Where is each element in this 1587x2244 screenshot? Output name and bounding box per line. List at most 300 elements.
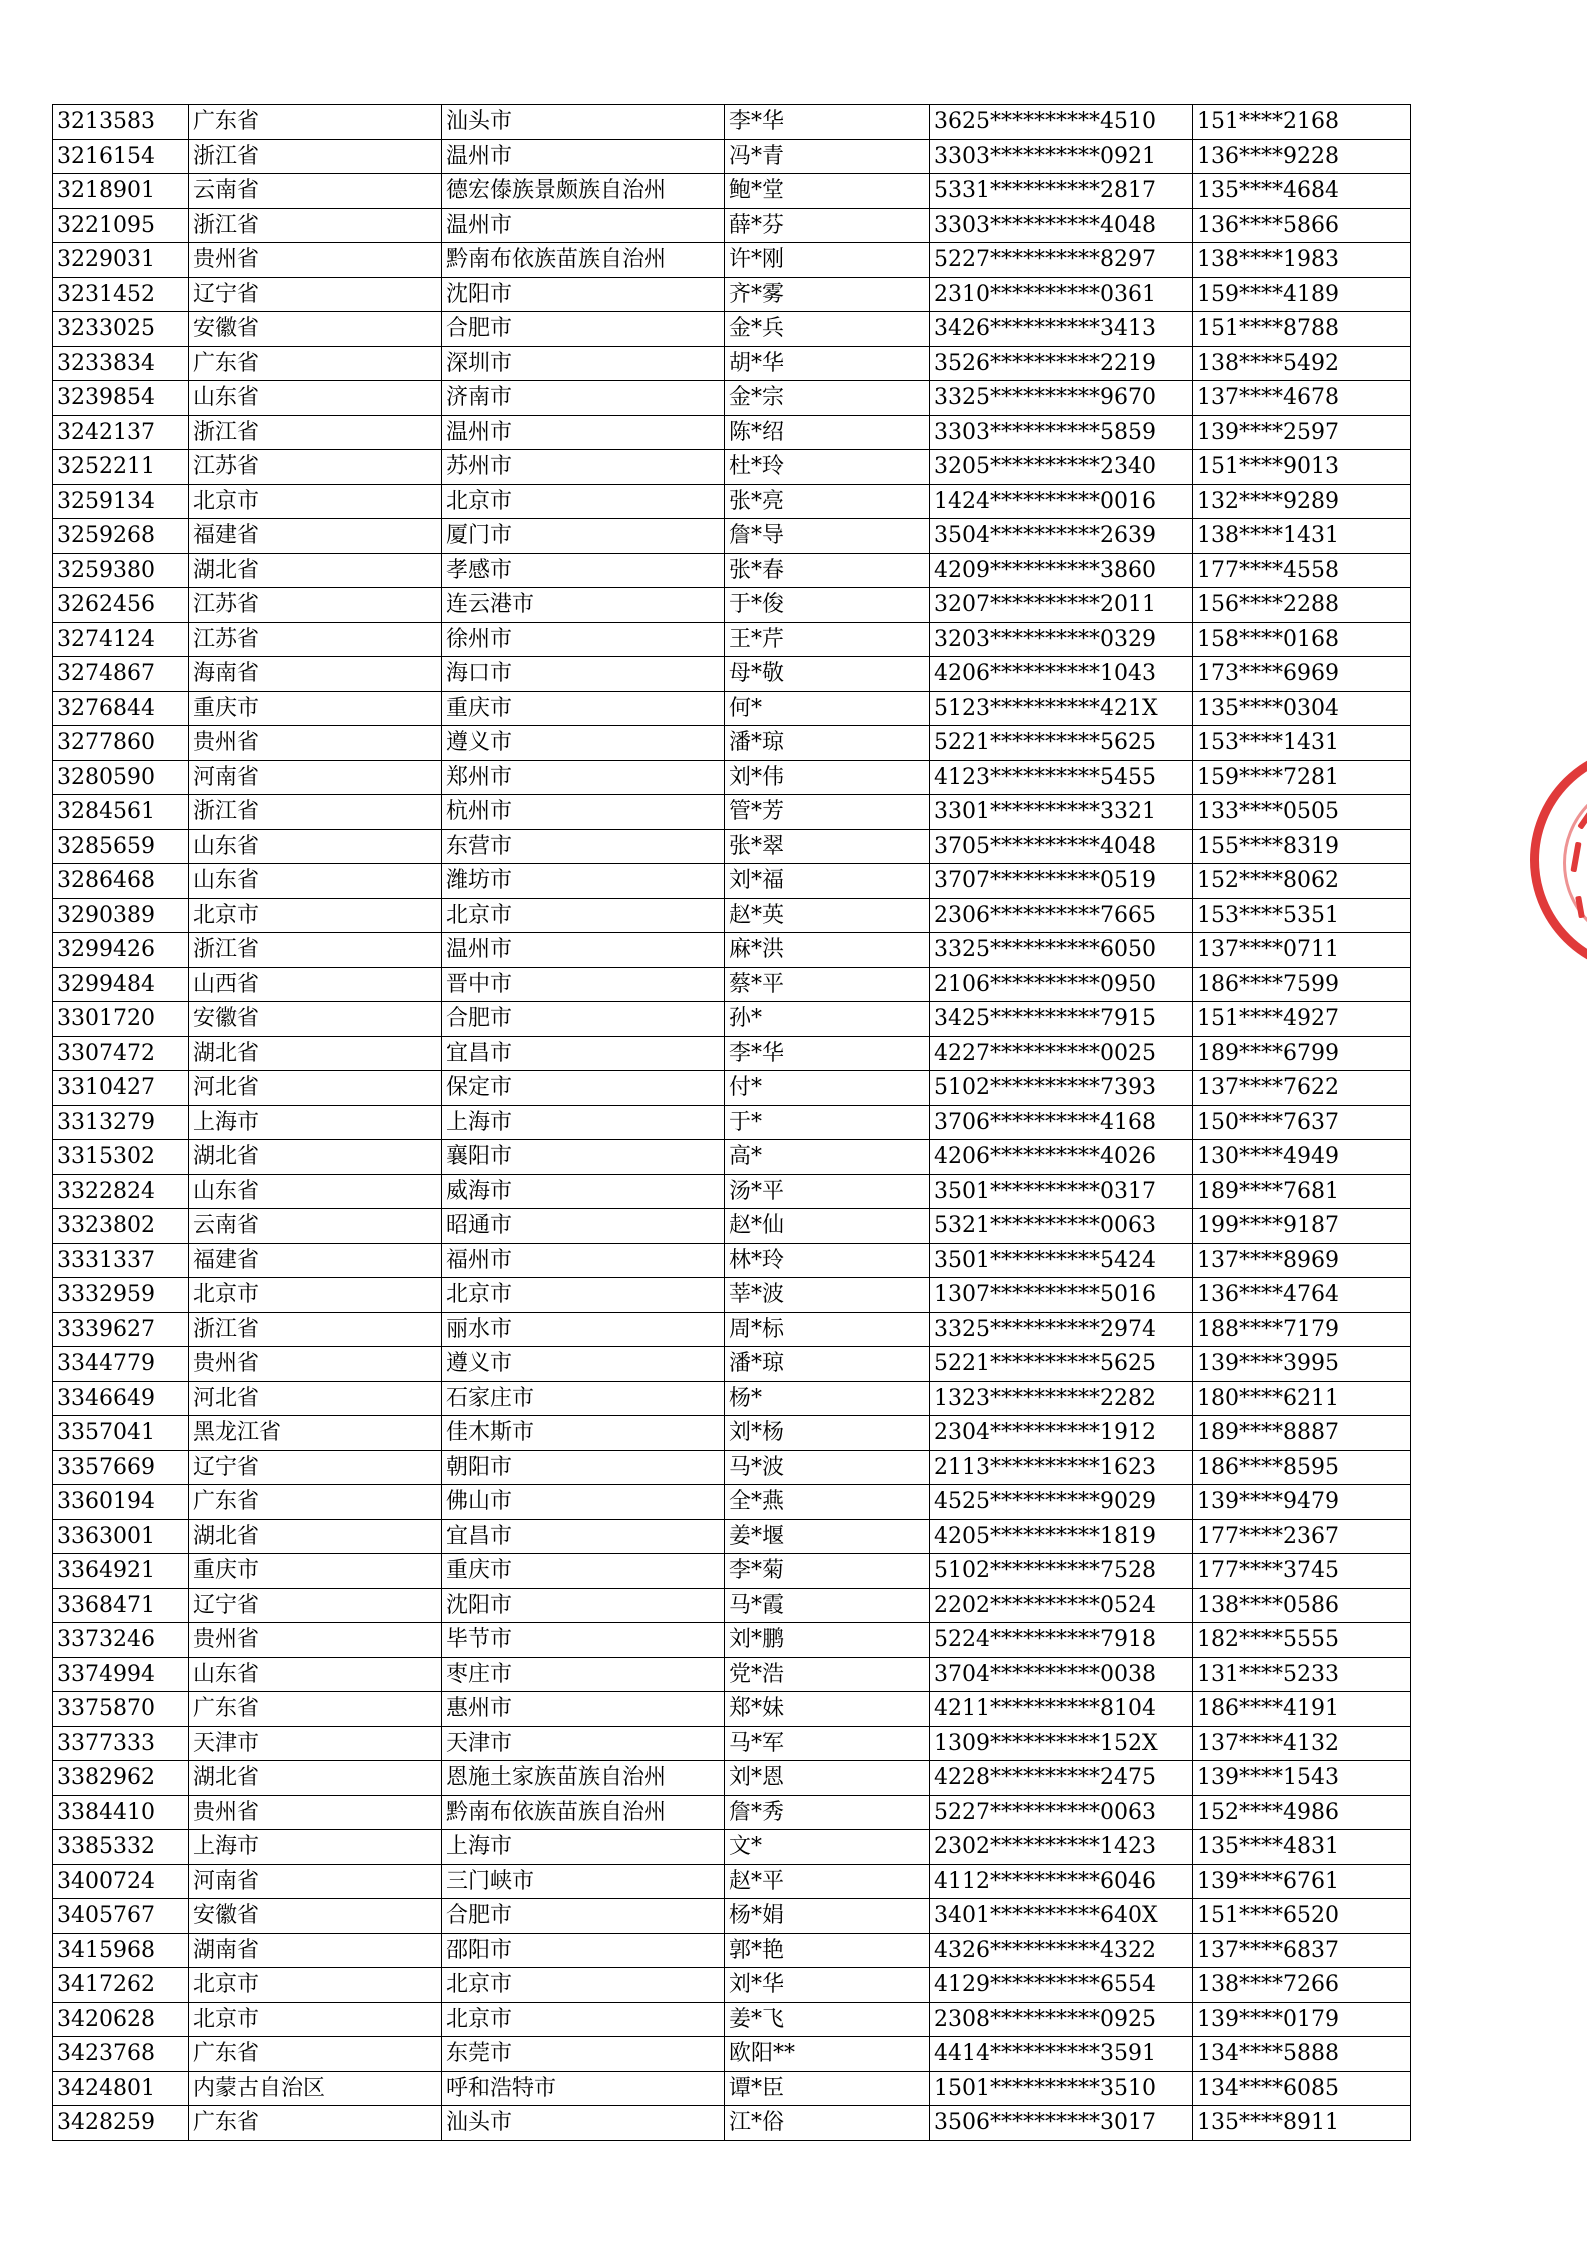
province-cell: 天津市 <box>189 1726 442 1761</box>
city-cell: 连云港市 <box>442 588 725 623</box>
city-cell: 枣庄市 <box>442 1657 725 1692</box>
city-cell: 济南市 <box>442 381 725 416</box>
phone-cell: 177****4558 <box>1193 553 1411 588</box>
table-row <box>53 1864 1411 1899</box>
table-row <box>53 484 1411 519</box>
record-id-cell: 3377333 <box>53 1726 189 1761</box>
table-row <box>53 312 1411 347</box>
name-cell: 鲍*堂 <box>725 174 930 209</box>
city-cell: 保定市 <box>442 1071 725 1106</box>
city-cell: 重庆市 <box>442 1554 725 1589</box>
id-number-cell: 4129**********6554 <box>930 1968 1193 2003</box>
province-cell: 湖北省 <box>189 1761 442 1796</box>
province-cell: 江苏省 <box>189 622 442 657</box>
city-cell: 沈阳市 <box>442 1588 725 1623</box>
province-cell: 山东省 <box>189 381 442 416</box>
id-number-cell: 5227**********8297 <box>930 243 1193 278</box>
city-cell: 合肥市 <box>442 1002 725 1037</box>
table-row <box>53 2106 1411 2141</box>
phone-cell: 137****4678 <box>1193 381 1411 416</box>
phone-cell: 139****1543 <box>1193 1761 1411 1796</box>
phone-cell: 136****9228 <box>1193 139 1411 174</box>
table-row <box>53 1968 1411 2003</box>
province-cell: 广东省 <box>189 105 442 140</box>
name-cell: 姜*堰 <box>725 1519 930 1554</box>
city-cell: 遵义市 <box>442 1347 725 1382</box>
phone-cell: 138****1431 <box>1193 519 1411 554</box>
city-cell: 威海市 <box>442 1174 725 1209</box>
phone-cell: 138****7266 <box>1193 1968 1411 2003</box>
province-cell: 云南省 <box>189 1209 442 1244</box>
name-cell: 张*翠 <box>725 829 930 864</box>
phone-cell: 177****3745 <box>1193 1554 1411 1589</box>
phone-cell: 132****9289 <box>1193 484 1411 519</box>
id-number-cell: 4206**********1043 <box>930 657 1193 692</box>
table-row <box>53 1485 1411 1520</box>
province-cell: 湖南省 <box>189 1933 442 1968</box>
table-row <box>53 1795 1411 1830</box>
name-cell: 汤*平 <box>725 1174 930 1209</box>
table-row <box>53 933 1411 968</box>
record-id-cell: 3368471 <box>53 1588 189 1623</box>
record-id-cell: 3259380 <box>53 553 189 588</box>
name-cell: 赵*仙 <box>725 1209 930 1244</box>
record-id-cell: 3242137 <box>53 415 189 450</box>
province-cell: 浙江省 <box>189 208 442 243</box>
name-cell: 刘*福 <box>725 864 930 899</box>
table-row <box>53 1036 1411 1071</box>
table-row <box>53 1071 1411 1106</box>
phone-cell: 138****0586 <box>1193 1588 1411 1623</box>
phone-cell: 137****0711 <box>1193 933 1411 968</box>
province-cell: 重庆市 <box>189 1554 442 1589</box>
name-cell: 杨* <box>725 1381 930 1416</box>
city-cell: 黔南布依族苗族自治州 <box>442 243 725 278</box>
record-id-cell: 3423768 <box>53 2037 189 2072</box>
phone-cell: 138****5492 <box>1193 346 1411 381</box>
name-cell: 欧阳** <box>725 2037 930 2072</box>
city-cell: 三门峡市 <box>442 1864 725 1899</box>
table-row <box>53 1899 1411 1934</box>
table-row <box>53 622 1411 657</box>
name-cell: 何* <box>725 691 930 726</box>
name-cell: 郭*艳 <box>725 1933 930 1968</box>
id-number-cell: 4205**********1819 <box>930 1519 1193 1554</box>
city-cell: 昭通市 <box>442 1209 725 1244</box>
phone-cell: 138****1983 <box>1193 243 1411 278</box>
record-id-cell: 3307472 <box>53 1036 189 1071</box>
id-number-cell: 3325**********6050 <box>930 933 1193 968</box>
record-id-cell: 3231452 <box>53 277 189 312</box>
city-cell: 北京市 <box>442 1968 725 2003</box>
record-id-cell: 3405767 <box>53 1899 189 1934</box>
record-id-cell: 3310427 <box>53 1071 189 1106</box>
phone-cell: 182****5555 <box>1193 1623 1411 1658</box>
province-cell: 浙江省 <box>189 1312 442 1347</box>
city-cell: 徐州市 <box>442 622 725 657</box>
record-id-cell: 3290389 <box>53 898 189 933</box>
table-row <box>53 864 1411 899</box>
id-number-cell: 3426**********3413 <box>930 312 1193 347</box>
table-row <box>53 553 1411 588</box>
id-number-cell: 3501**********5424 <box>930 1243 1193 1278</box>
record-id-cell: 3424801 <box>53 2071 189 2106</box>
id-number-cell: 1424**********0016 <box>930 484 1193 519</box>
phone-cell: 159****7281 <box>1193 760 1411 795</box>
phone-cell: 152****4986 <box>1193 1795 1411 1830</box>
province-cell: 山东省 <box>189 1657 442 1692</box>
province-cell: 湖北省 <box>189 1036 442 1071</box>
table-row <box>53 346 1411 381</box>
table-row <box>53 1554 1411 1589</box>
phone-cell: 151****6520 <box>1193 1899 1411 1934</box>
phone-cell: 139****0179 <box>1193 2002 1411 2037</box>
province-cell: 湖北省 <box>189 1140 442 1175</box>
id-number-cell: 3205**********2340 <box>930 450 1193 485</box>
id-number-cell: 3203**********0329 <box>930 622 1193 657</box>
id-number-cell: 3303**********0921 <box>930 139 1193 174</box>
record-id-cell: 3274867 <box>53 657 189 692</box>
province-cell: 山东省 <box>189 864 442 899</box>
province-cell: 江苏省 <box>189 588 442 623</box>
name-cell: 于*俊 <box>725 588 930 623</box>
record-id-cell: 3221095 <box>53 208 189 243</box>
city-cell: 佛山市 <box>442 1485 725 1520</box>
phone-cell: 135****8911 <box>1193 2106 1411 2141</box>
name-cell: 齐*雾 <box>725 277 930 312</box>
table-row <box>53 1933 1411 1968</box>
city-cell: 毕节市 <box>442 1623 725 1658</box>
name-cell: 金*宗 <box>725 381 930 416</box>
record-id-cell: 3332959 <box>53 1278 189 1313</box>
record-id-cell: 3213583 <box>53 105 189 140</box>
province-cell: 福建省 <box>189 519 442 554</box>
table-row <box>53 1278 1411 1313</box>
record-id-cell: 3301720 <box>53 1002 189 1037</box>
phone-cell: 153****1431 <box>1193 726 1411 761</box>
table-row <box>53 967 1411 1002</box>
table-row <box>53 1209 1411 1244</box>
province-cell: 辽宁省 <box>189 1450 442 1485</box>
id-number-cell: 2202**********0524 <box>930 1588 1193 1623</box>
record-id-cell: 3286468 <box>53 864 189 899</box>
city-cell: 杭州市 <box>442 795 725 830</box>
name-cell: 刘*伟 <box>725 760 930 795</box>
phone-cell: 134****6085 <box>1193 2071 1411 2106</box>
phone-cell: 137****7622 <box>1193 1071 1411 1106</box>
city-cell: 天津市 <box>442 1726 725 1761</box>
id-number-cell: 1307**********5016 <box>930 1278 1193 1313</box>
phone-cell: 137****8969 <box>1193 1243 1411 1278</box>
phone-cell: 189****7681 <box>1193 1174 1411 1209</box>
city-cell: 石家庄市 <box>442 1381 725 1416</box>
id-number-cell: 4206**********4026 <box>930 1140 1193 1175</box>
id-number-cell: 3303**********4048 <box>930 208 1193 243</box>
province-cell: 辽宁省 <box>189 1588 442 1623</box>
record-id-cell: 3400724 <box>53 1864 189 1899</box>
phone-cell: 188****7179 <box>1193 1312 1411 1347</box>
phone-cell: 155****8319 <box>1193 829 1411 864</box>
id-number-cell: 4112**********6046 <box>930 1864 1193 1899</box>
name-cell: 蔡*平 <box>725 967 930 1002</box>
id-number-cell: 4525**********9029 <box>930 1485 1193 1520</box>
phone-cell: 159****4189 <box>1193 277 1411 312</box>
city-cell: 苏州市 <box>442 450 725 485</box>
table-row <box>53 1105 1411 1140</box>
record-id-cell: 3363001 <box>53 1519 189 1554</box>
province-cell: 北京市 <box>189 1968 442 2003</box>
name-cell: 姜*飞 <box>725 2002 930 2037</box>
table-row <box>53 1347 1411 1382</box>
table-row <box>53 1312 1411 1347</box>
name-cell: 许*刚 <box>725 243 930 278</box>
city-cell: 上海市 <box>442 1105 725 1140</box>
city-cell: 恩施土家族苗族自治州 <box>442 1761 725 1796</box>
record-id-cell: 3259134 <box>53 484 189 519</box>
name-cell: 刘*华 <box>725 1968 930 2003</box>
table-row <box>53 243 1411 278</box>
name-cell: 张*春 <box>725 553 930 588</box>
name-cell: 莘*波 <box>725 1278 930 1313</box>
id-number-cell: 2306**********7665 <box>930 898 1193 933</box>
phone-cell: 139****9479 <box>1193 1485 1411 1520</box>
id-number-cell: 3207**********2011 <box>930 588 1193 623</box>
phone-cell: 186****8595 <box>1193 1450 1411 1485</box>
id-number-cell: 3506**********3017 <box>930 2106 1193 2141</box>
province-cell: 广东省 <box>189 346 442 381</box>
name-cell: 孙* <box>725 1002 930 1037</box>
province-cell: 福建省 <box>189 1243 442 1278</box>
table-row <box>53 381 1411 416</box>
name-cell: 郑*妹 <box>725 1692 930 1727</box>
city-cell: 黔南布依族苗族自治州 <box>442 1795 725 1830</box>
name-cell: 杨*娟 <box>725 1899 930 1934</box>
name-cell: 马*霞 <box>725 1588 930 1623</box>
city-cell: 晋中市 <box>442 967 725 1002</box>
id-number-cell: 3625**********4510 <box>930 105 1193 140</box>
table-row <box>53 1761 1411 1796</box>
id-number-cell: 4209**********3860 <box>930 553 1193 588</box>
phone-cell: 136****5866 <box>1193 208 1411 243</box>
name-cell: 党*浩 <box>725 1657 930 1692</box>
name-cell: 刘*恩 <box>725 1761 930 1796</box>
city-cell: 深圳市 <box>442 346 725 381</box>
record-id-cell: 3274124 <box>53 622 189 657</box>
id-number-cell: 4414**********3591 <box>930 2037 1193 2072</box>
id-number-cell: 3705**********4048 <box>930 829 1193 864</box>
phone-cell: 135****0304 <box>1193 691 1411 726</box>
name-cell: 李*华 <box>725 105 930 140</box>
province-cell: 湖北省 <box>189 553 442 588</box>
id-number-cell: 5123**********421X <box>930 691 1193 726</box>
phone-cell: 135****4831 <box>1193 1830 1411 1865</box>
province-cell: 山西省 <box>189 967 442 1002</box>
province-cell: 山东省 <box>189 1174 442 1209</box>
province-cell: 广东省 <box>189 2106 442 2141</box>
phone-cell: 131****5233 <box>1193 1657 1411 1692</box>
province-cell: 河北省 <box>189 1071 442 1106</box>
name-cell: 张*亮 <box>725 484 930 519</box>
city-cell: 福州市 <box>442 1243 725 1278</box>
province-cell: 北京市 <box>189 484 442 519</box>
city-cell: 惠州市 <box>442 1692 725 1727</box>
table-row <box>53 105 1411 140</box>
phone-cell: 151****4927 <box>1193 1002 1411 1037</box>
phone-cell: 158****0168 <box>1193 622 1411 657</box>
record-id-cell: 3375870 <box>53 1692 189 1727</box>
province-cell: 黑龙江省 <box>189 1416 442 1451</box>
city-cell: 合肥市 <box>442 312 725 347</box>
city-cell: 呼和浩特市 <box>442 2071 725 2106</box>
record-id-cell: 3364921 <box>53 1554 189 1589</box>
table-row <box>53 1623 1411 1658</box>
phone-cell: 189****6799 <box>1193 1036 1411 1071</box>
city-cell: 朝阳市 <box>442 1450 725 1485</box>
city-cell: 厦门市 <box>442 519 725 554</box>
province-cell: 辽宁省 <box>189 277 442 312</box>
id-number-cell: 5102**********7393 <box>930 1071 1193 1106</box>
id-number-cell: 5227**********0063 <box>930 1795 1193 1830</box>
province-cell: 河南省 <box>189 1864 442 1899</box>
record-id-cell: 3382962 <box>53 1761 189 1796</box>
table-row <box>53 829 1411 864</box>
phone-cell: 136****4764 <box>1193 1278 1411 1313</box>
id-number-cell: 3504**********2639 <box>930 519 1193 554</box>
province-cell: 内蒙古自治区 <box>189 2071 442 2106</box>
name-cell: 杜*玲 <box>725 450 930 485</box>
record-id-cell: 3323802 <box>53 1209 189 1244</box>
province-cell: 浙江省 <box>189 933 442 968</box>
province-cell: 河南省 <box>189 760 442 795</box>
id-number-cell: 2310**********0361 <box>930 277 1193 312</box>
id-number-cell: 4227**********0025 <box>930 1036 1193 1071</box>
record-id-cell: 3233834 <box>53 346 189 381</box>
record-id-cell: 3385332 <box>53 1830 189 1865</box>
table-row <box>53 519 1411 554</box>
province-cell: 上海市 <box>189 1105 442 1140</box>
record-id-cell: 3285659 <box>53 829 189 864</box>
record-id-cell: 3299484 <box>53 967 189 1002</box>
table-row <box>53 415 1411 450</box>
city-cell: 海口市 <box>442 657 725 692</box>
table-row <box>53 1416 1411 1451</box>
province-cell: 安徽省 <box>189 1002 442 1037</box>
record-id-cell: 3344779 <box>53 1347 189 1382</box>
phone-cell: 152****8062 <box>1193 864 1411 899</box>
table-row <box>53 1588 1411 1623</box>
province-cell: 广东省 <box>189 1485 442 1520</box>
record-id-cell: 3280590 <box>53 760 189 795</box>
id-number-cell: 5102**********7528 <box>930 1554 1193 1589</box>
province-cell: 浙江省 <box>189 139 442 174</box>
record-id-cell: 3360194 <box>53 1485 189 1520</box>
record-id-cell: 3373246 <box>53 1623 189 1658</box>
id-number-cell: 1501**********3510 <box>930 2071 1193 2106</box>
table-row <box>53 450 1411 485</box>
table-row <box>53 1381 1411 1416</box>
province-cell: 北京市 <box>189 898 442 933</box>
city-cell: 温州市 <box>442 415 725 450</box>
id-number-cell: 4228**********2475 <box>930 1761 1193 1796</box>
name-cell: 李*菊 <box>725 1554 930 1589</box>
province-cell: 安徽省 <box>189 312 442 347</box>
phone-cell: 153****5351 <box>1193 898 1411 933</box>
name-cell: 林*玲 <box>725 1243 930 1278</box>
city-cell: 北京市 <box>442 2002 725 2037</box>
id-number-cell: 3401**********640X <box>930 1899 1193 1934</box>
table-row <box>53 588 1411 623</box>
city-cell: 温州市 <box>442 208 725 243</box>
city-cell: 宜昌市 <box>442 1519 725 1554</box>
province-cell: 北京市 <box>189 2002 442 2037</box>
table-row <box>53 2002 1411 2037</box>
phone-cell: 130****4949 <box>1193 1140 1411 1175</box>
name-cell: 金*兵 <box>725 312 930 347</box>
id-number-cell: 5321**********0063 <box>930 1209 1193 1244</box>
record-id-cell: 3346649 <box>53 1381 189 1416</box>
table-row <box>53 1450 1411 1485</box>
phone-cell: 150****7637 <box>1193 1105 1411 1140</box>
province-cell: 贵州省 <box>189 243 442 278</box>
id-number-cell: 3425**********7915 <box>930 1002 1193 1037</box>
phone-cell: 151****2168 <box>1193 105 1411 140</box>
name-cell: 母*敬 <box>725 657 930 692</box>
id-number-cell: 3704**********0038 <box>930 1657 1193 1692</box>
name-cell: 冯*青 <box>725 139 930 174</box>
province-cell: 江苏省 <box>189 450 442 485</box>
id-number-cell: 2106**********0950 <box>930 967 1193 1002</box>
table-row <box>53 691 1411 726</box>
record-id-cell: 3216154 <box>53 139 189 174</box>
id-number-cell: 1323**********2282 <box>930 1381 1193 1416</box>
phone-cell: 135****4684 <box>1193 174 1411 209</box>
city-cell: 重庆市 <box>442 691 725 726</box>
phone-cell: 177****2367 <box>1193 1519 1411 1554</box>
province-cell: 云南省 <box>189 174 442 209</box>
name-cell: 薛*芬 <box>725 208 930 243</box>
city-cell: 德宏傣族景颇族自治州 <box>442 174 725 209</box>
name-cell: 麻*洪 <box>725 933 930 968</box>
table-row <box>53 1174 1411 1209</box>
id-number-cell: 2113**********1623 <box>930 1450 1193 1485</box>
name-cell: 詹*导 <box>725 519 930 554</box>
city-cell: 襄阳市 <box>442 1140 725 1175</box>
table-row <box>53 1519 1411 1554</box>
city-cell: 温州市 <box>442 933 725 968</box>
city-cell: 合肥市 <box>442 1899 725 1934</box>
id-number-cell: 3303**********5859 <box>930 415 1193 450</box>
table-row <box>53 1830 1411 1865</box>
id-number-cell: 3325**********9670 <box>930 381 1193 416</box>
province-cell: 安徽省 <box>189 1899 442 1934</box>
phone-cell: 139****3995 <box>1193 1347 1411 1382</box>
phone-cell: 151****8788 <box>1193 312 1411 347</box>
province-cell: 重庆市 <box>189 691 442 726</box>
city-cell: 汕头市 <box>442 2106 725 2141</box>
name-cell: 文* <box>725 1830 930 1865</box>
name-cell: 于* <box>725 1105 930 1140</box>
name-cell: 马*波 <box>725 1450 930 1485</box>
name-cell: 管*芳 <box>725 795 930 830</box>
record-id-cell: 3239854 <box>53 381 189 416</box>
phone-cell: 186****4191 <box>1193 1692 1411 1727</box>
name-cell: 陈*绍 <box>725 415 930 450</box>
phone-cell: 137****4132 <box>1193 1726 1411 1761</box>
id-number-cell: 3501**********0317 <box>930 1174 1193 1209</box>
phone-cell: 186****7599 <box>1193 967 1411 1002</box>
city-cell: 北京市 <box>442 484 725 519</box>
phone-cell: 199****9187 <box>1193 1209 1411 1244</box>
